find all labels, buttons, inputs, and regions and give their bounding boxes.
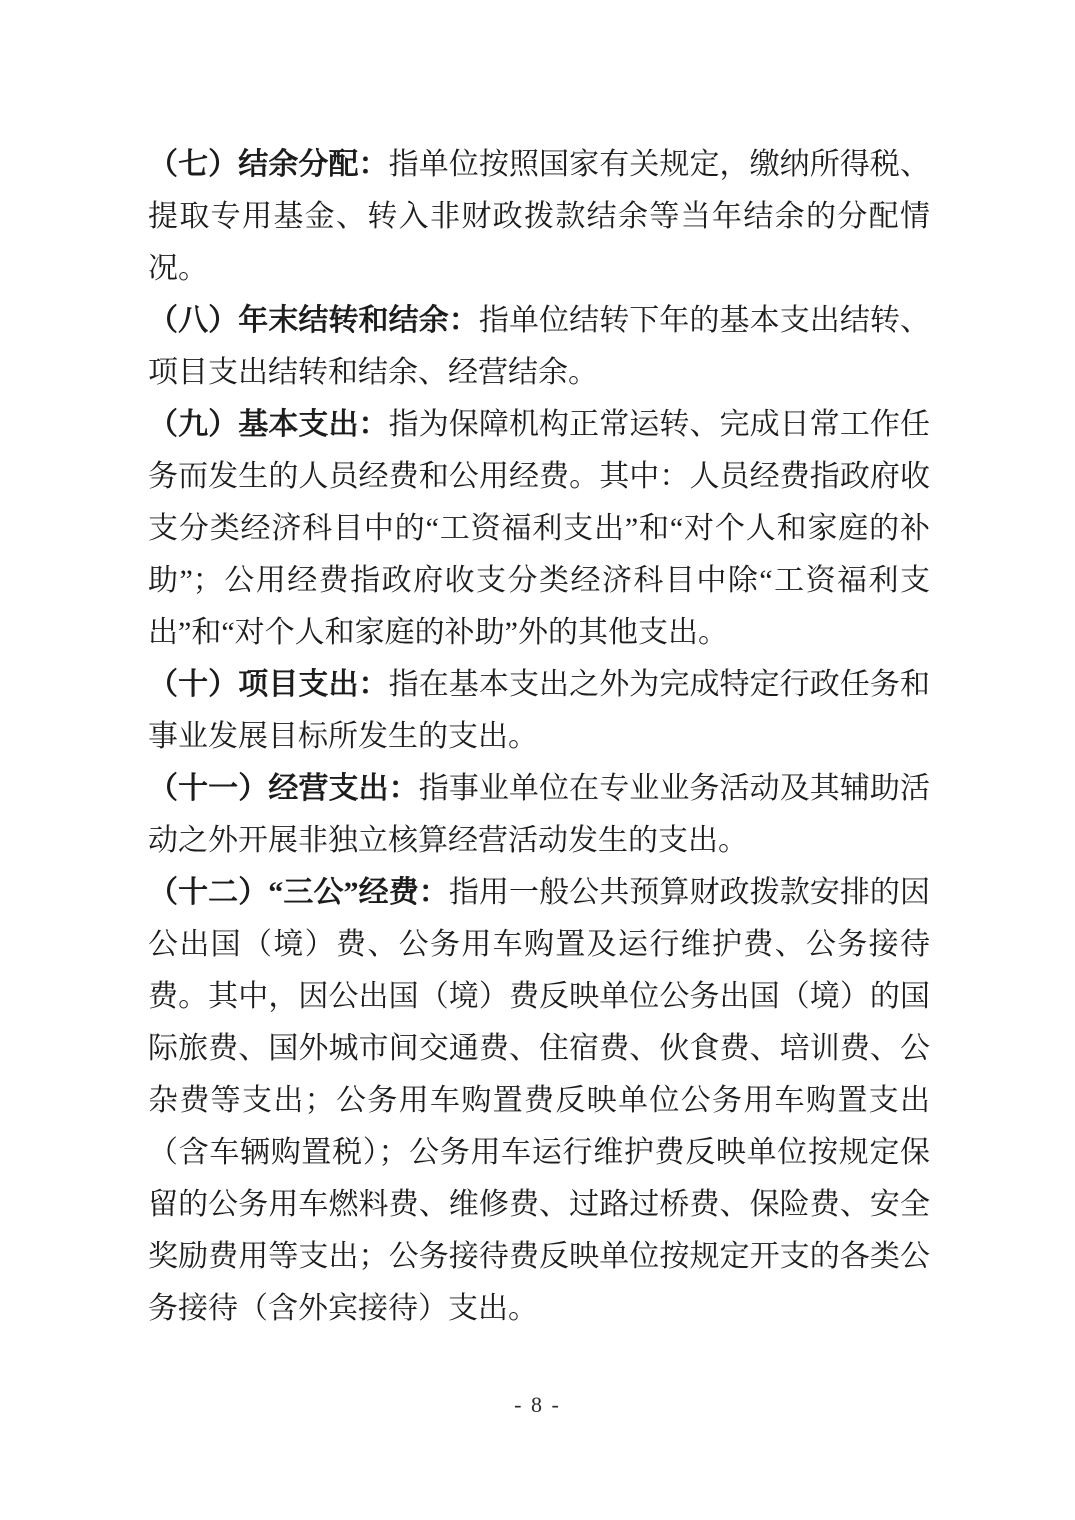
paragraph-9-head: （九）基本支出： (148, 408, 389, 441)
paragraph-12 (148, 867, 930, 1335)
paragraph-11-head: （十一）经营支出： (148, 772, 419, 805)
paragraph-10-body: 指在基本支出之外为完成特定行政任务和事业发展目标所发生的支出。 (148, 668, 931, 753)
paragraph-12-body: 指用一般公共预算财政拨款安排的因公出国（境）费、公务用车购置及运行维护费、公务接待费。其中，因公出国（境）费反映单位公务出国（境）的国际旅费、国外城市间交通费、住宿费、伙食费、培训费、公杂费等支出；公务用车购置费反映单位公务用车购置支出（含车辆购置税）；公务用车运行维护费反映单位按规定保留的公务用车燃料费、维修费、过路过桥费、保险费、安全奖励费用等支出；公务接待费反映单位按规定开支的各类公务接待（含外宾接待）支出。 (148, 876, 931, 1325)
paragraph-8-head: （八）年末结转和结余： (148, 304, 479, 337)
paragraph-10-head: （十）项目支出： (148, 668, 389, 701)
paragraph-8-body: 指单位结转下年的基本支出结转、项目支出结转和结余、经营结余。 (148, 304, 931, 389)
paragraph-12-head: （十二）“三公”经费： (148, 876, 449, 909)
paragraph-7 (148, 139, 930, 295)
page-number: - 8 - (514, 1392, 561, 1417)
paragraph-9 (148, 399, 930, 659)
paragraph-7-head: （七）结余分配： (148, 148, 389, 181)
paragraph-9-body: 指为保障机构正常运转、完成日常工作任务而发生的人员经费和公用经费。其中：人员经费指政府收支分类经济科目中的“工资福利支出”和“对个人和家庭的补助”；公用经费指政府收支分类经济科目中除“工资福利支出”和“对个人和家庭的补助”外的其他支出。 (148, 408, 931, 649)
paragraph-10 (148, 659, 930, 763)
paragraph-11-body: 指事业单位在专业业务活动及其辅助活动之外开展非独立核算经营活动发生的支出。 (148, 772, 931, 857)
page-footer (0, 1392, 1075, 1418)
paragraph-7-body: 指单位按照国家有关规定，缴纳所得税、提取专用基金、转入非财政拨款结余等当年结余的分配情况。 (148, 148, 931, 285)
document-content (148, 139, 930, 1335)
paragraph-8 (148, 295, 930, 399)
paragraph-11 (148, 763, 930, 867)
